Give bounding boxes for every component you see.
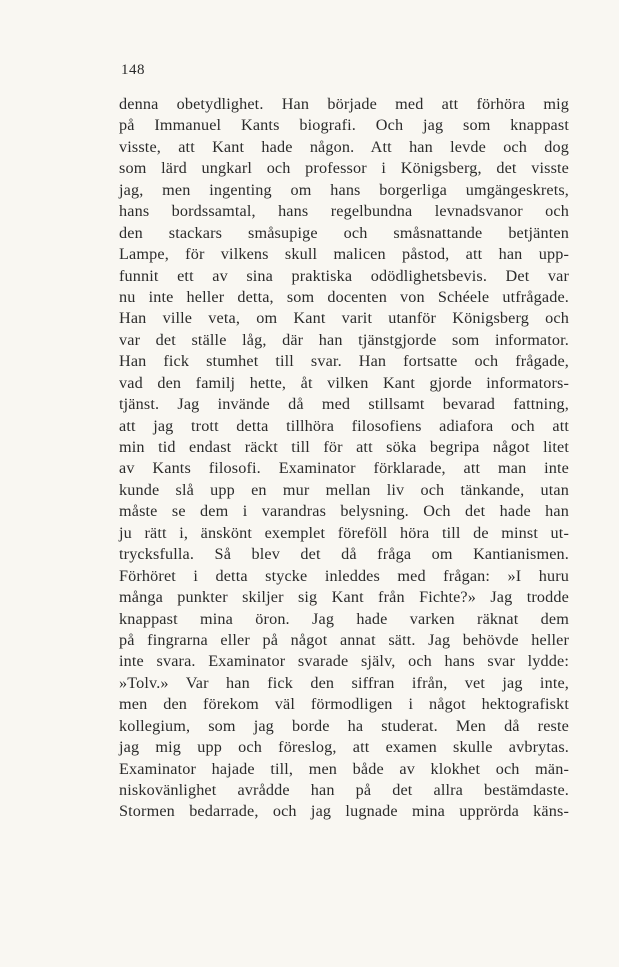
text-line: jag mig upp och föreslog, att examen skulle avbrytas. [119, 738, 569, 757]
text-line: på fingrarna eller på något annat sätt. Jag behövde heller [119, 630, 569, 649]
text-line: nu inte heller detta, som docenten von Schéele utfrågade. [119, 287, 569, 306]
text-line: min tid endast räckt till för att söka begripa något litet [119, 438, 569, 456]
text-line: av Kants filosofi. Examinator förklarade, att man inte [119, 459, 569, 478]
text-line: hans bordssamtal, hans regelbundna levnadsvanor och [119, 202, 569, 221]
text-line: Han fick stumhet till svar. Han fortsatte och frågade, [119, 352, 569, 371]
page-number: 148 [121, 62, 145, 78]
body-text [119, 94, 569, 823]
text-line: kunde slå upp en mur mellan liv och tänkande, utan [119, 480, 569, 499]
text-line: Examinator hajade till, men både av klokhet och män- [119, 759, 569, 778]
text-line: måste se dem i varandras belysning. Och det hade han [119, 502, 569, 521]
text-line: många punkter skiljer sig Kant från Fichte?» Jag trodde [119, 588, 569, 607]
text-line: att jag trott detta tillhöra filosofiens adiafora och att [119, 416, 569, 435]
text-line: men den förekom väl förmodligen i något hektografiskt [119, 695, 569, 714]
text-line: jag, men ingenting om hans borgerliga umgängeskrets, [119, 180, 569, 199]
text-line: »Tolv.» Var han fick den siffran ifrån, vet jag inte, [119, 673, 569, 692]
text-line: inte svara. Examinator svarade själv, och hans svar lydde: [119, 652, 569, 671]
text-line: som lärd ungkarl och professor i Königsberg, det visste [119, 159, 569, 178]
text-line: denna obetydlighet. Han började med att förhöra mig [119, 95, 569, 113]
text-line: Han ville veta, om Kant varit utanför Königsberg och [119, 309, 569, 328]
text-line: visste, att Kant hade någon. Att han levde och dog [119, 137, 569, 156]
text-line: den stackars småsupige och småsnattande betjänten [119, 223, 569, 242]
text-line: funnit ett av sina praktiska odödlighetsbevis. Det var [119, 266, 569, 285]
text-line: Lampe, för vilkens skull malicen påstod, att han upp- [119, 245, 569, 264]
text-line: trycksfulla. Så blev det då fråga om Kantianismen. [119, 545, 569, 564]
text-line: kollegium, som jag borde ha studerat. Men då reste [119, 716, 569, 735]
text-line: på Immanuel Kants biografi. Och jag som knappast [119, 116, 569, 135]
text-line: Förhöret i detta stycke inleddes med frågan: »I huru [119, 566, 569, 585]
text-line: var det ställe låg, där han tjänstgjorde som informator. [119, 330, 569, 349]
text-line: niskovänlighet avrådde han på det allra bestämdaste. [119, 781, 569, 799]
text-line: vad den familj hette, åt vilken Kant gjorde informators- [119, 373, 569, 392]
text-line: tjänst. Jag invände då med stillsamt bevarad fattning, [119, 395, 569, 414]
text-line: Stormen bedarrade, och jag lugnade mina upprörda käns- [119, 802, 569, 821]
text-line: knappast mina öron. Jag hade varken räknat dem [119, 609, 569, 628]
text-line: ju rätt i, änskönt exemplet föreföll höra till de minst ut- [119, 523, 569, 542]
